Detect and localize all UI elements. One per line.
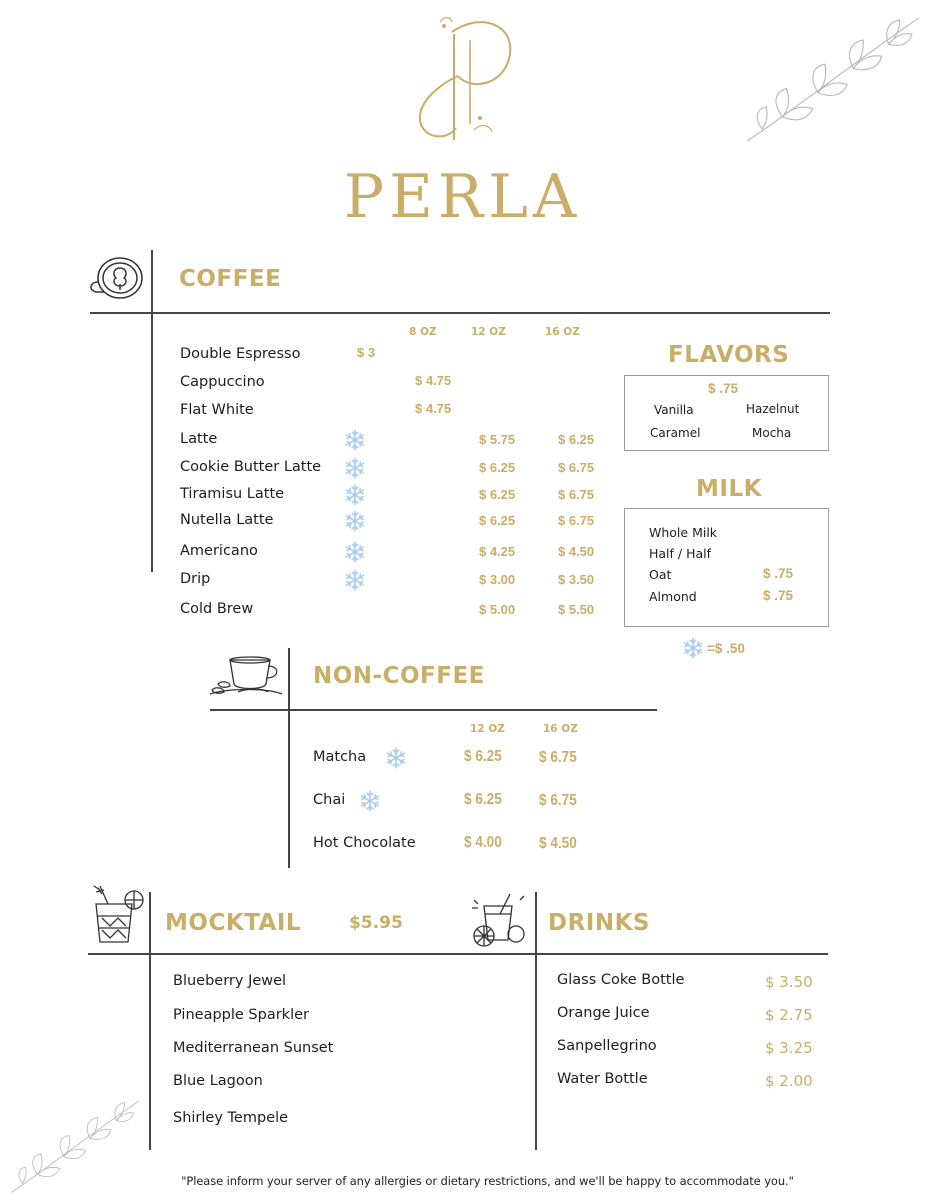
milk-item-name: Half / Half (649, 546, 712, 561)
mocktail-item: Pineapple Sparkler (173, 1007, 309, 1023)
non-coffee-item-name: Matcha (313, 749, 367, 765)
coffee-item-name: Drip (180, 571, 211, 587)
brand-name: PERLA (343, 162, 582, 232)
flavors-price: $ .75 (708, 381, 739, 396)
drinks-vertical-rule (535, 892, 537, 1150)
milk-item-name: Oat (649, 567, 672, 582)
price-12oz: $ 6.25 (479, 487, 516, 502)
coffee-item-name: Nutella Latte (180, 512, 274, 528)
allergy-notice: "Please inform your server of any allergies or dietary restrictions, and we'll be happy to accommodate you." (181, 1174, 794, 1188)
latte-cup-icon (84, 254, 146, 302)
coffee-item-name: Cookie Butter Latte (180, 459, 322, 475)
flavor-item: Caramel (650, 426, 701, 440)
non-coffee-horizontal-rule (210, 709, 657, 711)
price-16oz: $ 6.75 (539, 792, 577, 809)
size-header-12oz: 12 OZ (470, 723, 505, 735)
snowflake-icon (682, 637, 704, 659)
milk-item-price: $ .75 (763, 588, 794, 603)
drinks-item-price: $ 3.50 (765, 973, 813, 991)
price-12oz: $ 4.00 (464, 834, 502, 851)
snowflake-icon (344, 541, 366, 563)
price-12oz: $ 6.25 (479, 460, 516, 475)
drinks-item-name: Orange Juice (557, 1005, 650, 1021)
non-coffee-title: NON-COFFEE (313, 663, 485, 689)
drinks-item-name: Sanpellegrino (557, 1038, 657, 1054)
perla-monogram-logo (410, 12, 520, 147)
mocktail-title: MOCKTAIL (165, 910, 302, 936)
snowflake-icon (385, 747, 407, 769)
juice-glass-icon (470, 892, 530, 950)
mocktail-item: Mediterranean Sunset (173, 1040, 334, 1056)
snowflake-icon (359, 790, 381, 812)
coffee-title: COFFEE (179, 266, 282, 292)
price-16oz: $ 6.75 (558, 460, 595, 475)
flavor-item: Hazelnut (746, 402, 800, 416)
drinks-item-price: $ 2.75 (765, 1006, 813, 1024)
leaf-branch-icon (742, 8, 924, 153)
coffee-item-name: Americano (180, 543, 258, 559)
drinks-item-price: $ 3.25 (765, 1039, 813, 1057)
milk-title: MILK (696, 476, 762, 502)
price-16oz: $ 4.50 (539, 835, 577, 852)
non-coffee-item-name: Hot Chocolate (313, 835, 416, 851)
coffee-item-name: Cappuccino (180, 374, 265, 390)
coffee-item-name: Flat White (180, 402, 254, 418)
drinks-item-name: Water Bottle (557, 1071, 648, 1087)
cocktail-glass-icon (88, 884, 148, 946)
snowflake-icon (344, 484, 366, 506)
coffee-item-name: Tiramisu Latte (180, 486, 285, 502)
mocktail-item: Shirley Tempele (173, 1110, 289, 1126)
price-8oz: $ 4.75 (415, 373, 452, 388)
price-12oz: $ 6.25 (464, 748, 502, 765)
milk-item-price: $ .75 (763, 566, 794, 581)
price-12oz: $ 6.25 (464, 791, 502, 808)
lower-horizontal-rule (88, 953, 828, 955)
mocktail-vertical-rule (149, 892, 151, 1150)
price-16oz: $ 6.75 (558, 513, 595, 528)
milk-item-name: Whole Milk (649, 525, 718, 540)
size-header-12oz: 12 OZ (471, 326, 506, 338)
price-8oz: $ 3 (357, 345, 376, 360)
coffee-item-name: Cold Brew (180, 601, 254, 617)
price-16oz: $ 3.50 (558, 572, 595, 587)
mocktail-item: Blueberry Jewel (173, 973, 287, 989)
snowflake-icon (344, 569, 366, 591)
snowflake-icon (344, 429, 366, 451)
snowflake-icon (344, 510, 366, 532)
flavors-title: FLAVORS (668, 342, 790, 368)
coffee-vertical-rule (151, 250, 153, 572)
coffee-horizontal-rule (90, 312, 830, 314)
non-coffee-item-name: Chai (313, 792, 346, 808)
drinks-item-name: Glass Coke Bottle (557, 972, 685, 988)
tea-cup-icon (208, 654, 288, 704)
size-header-16oz: 16 OZ (545, 326, 580, 338)
price-12oz: $ 3.00 (479, 572, 516, 587)
coffee-item-name: Latte (180, 431, 218, 447)
iced-surcharge-note: =$ .50 (707, 641, 745, 656)
flavor-item: Vanilla (654, 403, 694, 417)
price-8oz: $ 4.75 (415, 401, 452, 416)
snowflake-icon (344, 457, 366, 479)
price-12oz: $ 6.25 (479, 513, 516, 528)
price-12oz: $ 4.25 (479, 544, 516, 559)
price-16oz: $ 6.75 (539, 749, 577, 766)
mocktail-price: $5.95 (349, 913, 403, 933)
price-16oz: $ 4.50 (558, 544, 595, 559)
non-coffee-vertical-rule (288, 648, 290, 868)
price-16oz: $ 5.50 (558, 602, 595, 617)
size-header-8oz: 8 OZ (409, 326, 437, 338)
mocktail-item: Blue Lagoon (173, 1073, 263, 1089)
flavor-item: Mocha (752, 426, 792, 440)
price-12oz: $ 5.75 (479, 432, 516, 447)
coffee-item-name: Double Espresso (180, 346, 301, 362)
milk-item-name: Almond (649, 589, 697, 604)
price-12oz: $ 5.00 (479, 602, 516, 617)
drinks-item-price: $ 2.00 (765, 1072, 813, 1090)
price-16oz: $ 6.75 (558, 487, 595, 502)
price-16oz: $ 6.25 (558, 432, 595, 447)
drinks-title: DRINKS (548, 910, 650, 936)
size-header-16oz: 16 OZ (543, 723, 578, 735)
